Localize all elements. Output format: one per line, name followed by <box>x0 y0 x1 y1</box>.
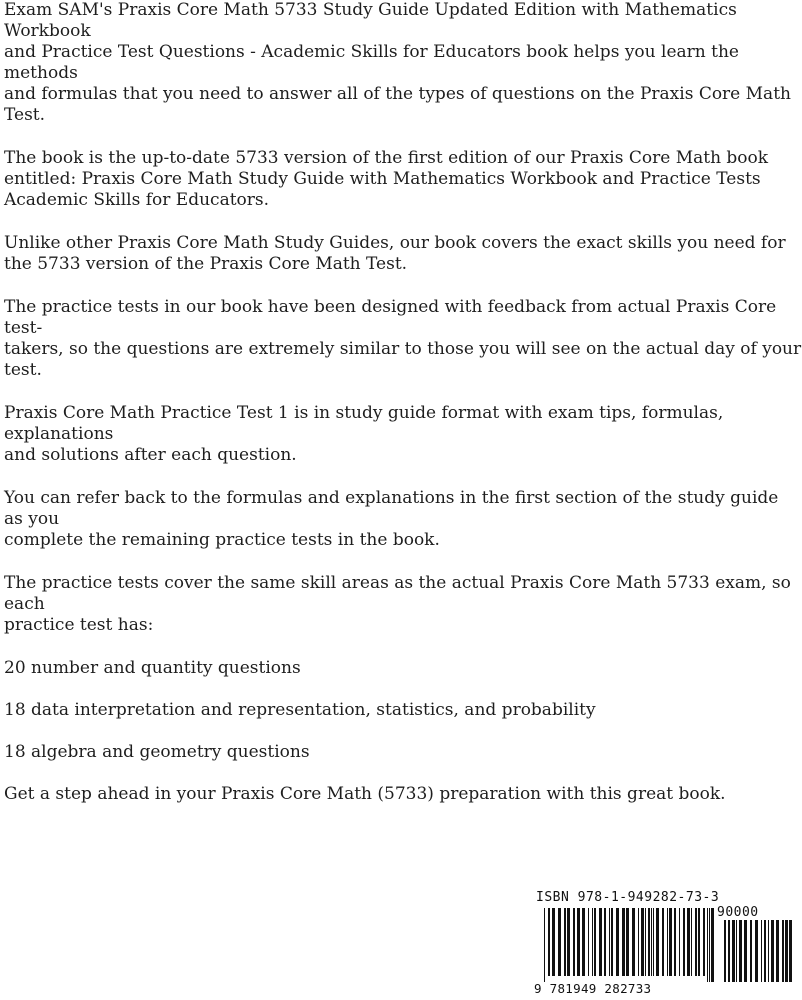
barcode-addon-bar <box>771 920 774 982</box>
barcode-bar <box>592 908 593 976</box>
barcode-bar <box>638 908 639 976</box>
barcode-addon-bar <box>739 920 742 982</box>
barcode-bar <box>645 908 646 976</box>
list-item-data-interpretation: 18 data interpretation and representation, statistics, and probability <box>4 700 596 720</box>
barcode-bar <box>707 908 708 982</box>
paragraph-refer-back: You can refer back to the formulas and explanations in the first section of the study guide as you complete the remaining practice tests in the book. <box>4 488 779 550</box>
barcode-bar <box>695 908 697 976</box>
barcode-addon-bar <box>782 920 784 982</box>
barcode-bar <box>703 908 705 976</box>
barcode-bar <box>641 908 644 976</box>
barcode-bar <box>626 908 629 976</box>
isbn-barcode <box>524 884 796 1000</box>
paragraph-practice-tests: The practice tests in our book have been designed with feedback from actual Praxis Core test- takers, so the questions are extremely similar to those you will see on the actual day of your test. <box>4 297 802 380</box>
list-item-algebra-geometry: 18 algebra and geometry questions <box>4 742 310 762</box>
barcode-bar <box>651 908 652 976</box>
barcode-addon-bar <box>755 920 758 982</box>
barcode-bar <box>577 908 580 976</box>
barcode-addon-bar <box>724 920 726 982</box>
barcode-addon-bar <box>785 920 788 982</box>
barcode-bar <box>679 908 680 976</box>
paragraph-unlike: Unlike other Praxis Core Math Study Guides, our book covers the exact skills you need for the 5733 version of the Praxis Core Math Test. <box>4 233 786 274</box>
barcode-addon-bar <box>750 920 752 982</box>
barcode-bar <box>564 908 566 976</box>
barcode-bar <box>656 908 659 976</box>
barcode-bar <box>709 908 710 982</box>
paragraph-intro: Exam SAM's Praxis Core Math 5733 Study Guide Updated Edition with Mathematics Workbook and Practice Test Questions - Academic Skills for Educators book helps you learn the methods and formulas that you need to answer all of the types of questions on the Praxis Core Math Test. <box>4 0 791 125</box>
barcode-bar <box>588 908 589 976</box>
barcode-addon-bar <box>744 920 747 982</box>
barcode-addon-code: 90000 <box>717 905 759 920</box>
barcode-bar <box>622 908 625 976</box>
isbn-label: ISBN 978-1-949282-73-3 <box>536 890 720 905</box>
barcode-bar <box>687 908 690 976</box>
barcode-addon-bar <box>761 920 762 982</box>
barcode-bar <box>604 908 606 976</box>
barcode-bar <box>691 908 692 976</box>
barcode-bar <box>573 908 575 976</box>
barcode-bar <box>582 908 585 976</box>
barcode-addon-bar <box>789 920 792 982</box>
barcode-digits: 9 781949 282733 <box>534 981 652 996</box>
paragraph-test-1: Praxis Core Math Practice Test 1 is in study guide format with exam tips, formulas, explanations and solutions after each question. <box>4 403 724 465</box>
barcode-addon-bar <box>728 920 730 982</box>
barcode-bar <box>567 908 570 976</box>
barcode-addon-bar <box>768 920 769 982</box>
description-text <box>4 0 802 827</box>
barcode-addon-bar <box>764 920 766 982</box>
barcode-bar <box>594 908 596 976</box>
barcode-bar <box>669 908 672 976</box>
barcode-bar <box>698 908 700 976</box>
barcode-bar <box>667 908 668 976</box>
barcode-bar <box>648 908 650 976</box>
paragraph-skill-areas: The practice tests cover the same skill areas as the actual Praxis Core Math 5733 exam, so each practice test has: <box>4 573 791 635</box>
barcode-bar <box>653 908 654 976</box>
barcode-bar <box>558 908 561 976</box>
list-item-number-quantity: 20 number and quantity questions <box>4 658 301 678</box>
paragraph-closing: Get a step ahead in your Praxis Core Math (5733) preparation with this great book. <box>4 784 726 804</box>
barcode-bar <box>711 908 714 982</box>
barcode-bar <box>599 908 602 976</box>
barcode-addon-bar <box>736 920 737 982</box>
barcode-bar <box>683 908 685 976</box>
barcode-bar <box>662 908 664 976</box>
barcode-bar <box>611 908 613 976</box>
barcode-bar <box>544 908 545 982</box>
barcode-bar <box>674 908 676 976</box>
paragraph-edition: The book is the up-to-date 5733 version of the first edition of our Praxis Core Math book entitled: Praxis Core Math Study Guide with Mathematics Workbook and Practice Tests Academic Skills for Educators. <box>4 148 769 210</box>
barcode-bars <box>534 902 796 982</box>
barcode-bar <box>552 908 555 976</box>
barcode-bar <box>609 908 610 976</box>
barcode-addon-bar <box>732 920 735 982</box>
barcode-bar <box>548 908 550 976</box>
barcode-bar <box>632 908 635 976</box>
barcode-addon-bar <box>776 920 779 982</box>
barcode-bar <box>616 908 619 976</box>
